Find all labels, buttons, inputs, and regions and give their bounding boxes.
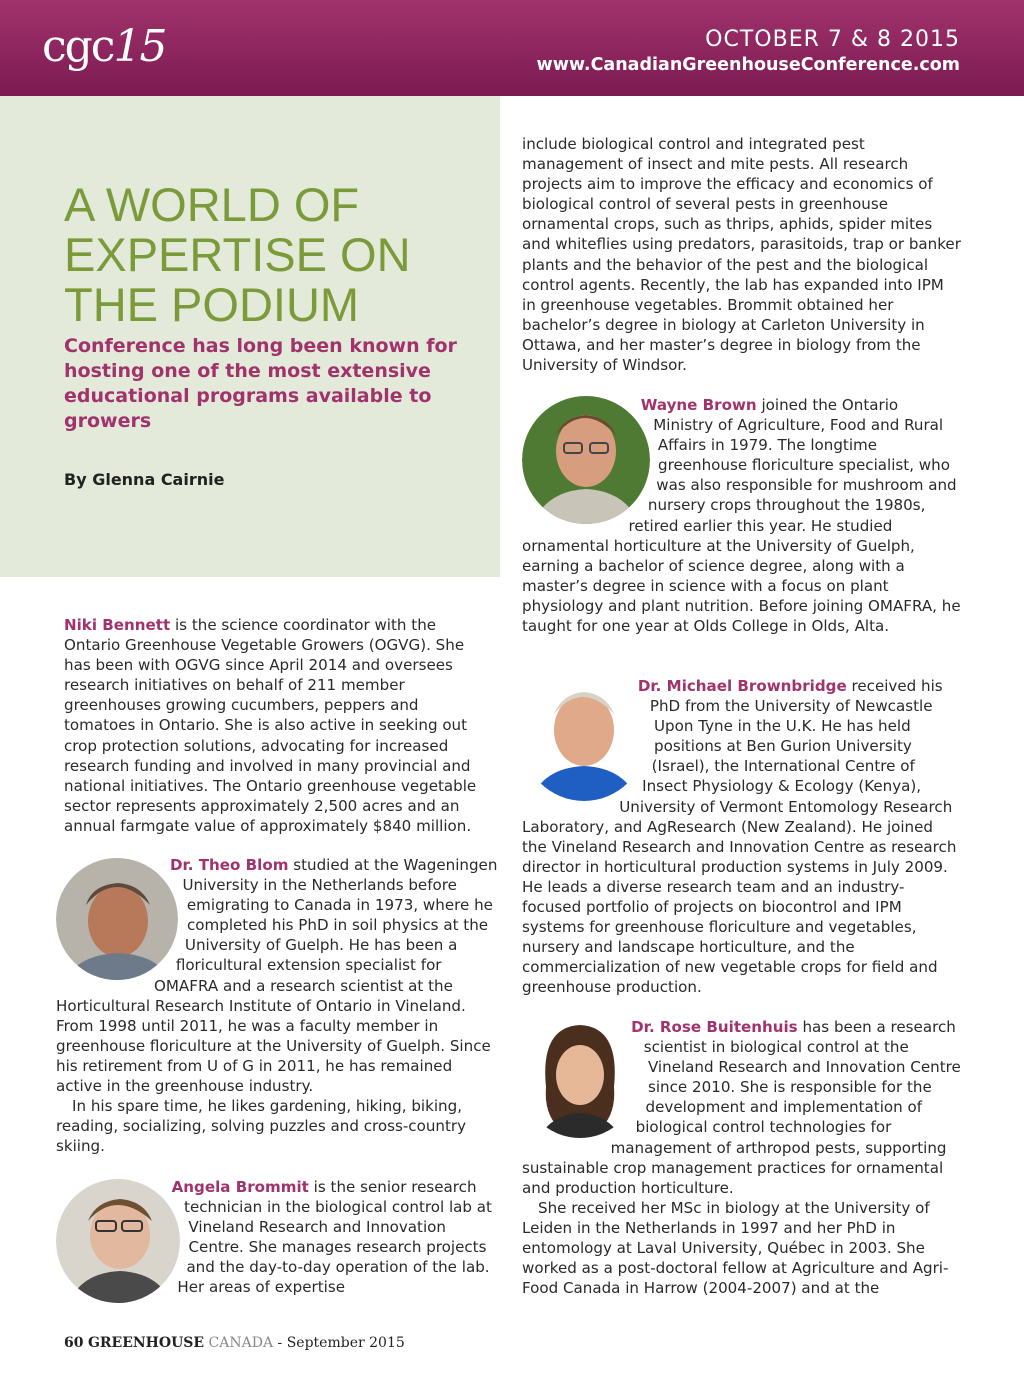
speaker-name: Dr. Michael Brownbridge (637, 677, 847, 695)
bio-angela-brommit-continued (522, 134, 962, 375)
speaker-name: Dr. Rose Buitenhuis (631, 1018, 798, 1036)
speaker-photo-rose-buitenhuis (522, 1017, 638, 1143)
bio-angela-brommit (56, 1177, 498, 1305)
article-subtitle: Conference has long been known for hosting one of the most extensive educational programs available to growers (64, 335, 457, 432)
speaker-photo-wayne-brown (522, 395, 650, 525)
bio-text: has been a research scientist in biological control at the Vineland Research and Innovation Centre since 2010. She is responsible for the development and implementation of biological control technologies for management of arthropod pests, supporting sustainable crop management practices for ornamental and production horticulture. (522, 1018, 961, 1197)
speaker-name: Niki Bennett (64, 616, 171, 634)
speaker-name: Angela Brommit (171, 1178, 309, 1196)
article-title: A WORLD OF EXPERTISE ON THE PODIUM (64, 178, 411, 331)
article-byline: By Glenna Cairnie (64, 470, 225, 489)
bio-text: studied at the Wageningen University in the Netherlands before emigrating to Canada in 1973, where he completed his PhD in soil physics at the University of Guelph. He has been a floricultural extension specialist for OMAFRA and a research scientist at the Horticultural Research Institute of Ontario in Vineland. From 1998 until 2011, he was a faculty member in greenhouse floriculture at the University of Guelph. Since his retirement from U of G in 2011, he has remained active in the greenhouse industry. (56, 856, 498, 1096)
bio-text: joined the Ontario Ministry of Agriculture, Food and Rural Affairs in 1979. The longtime greenhouse floriculture specialist, who was also responsible for mushroom and nursery crops throughout the 1980s, retired earlier this year. He studied ornamental horticulture at the University of Guelph, earning a bachelor of science degree, along with a master’s degree in science with a focus on plant physiology and plant nutrition. Before joining OMAFRA, he taught for one year at Olds College in Olds, Alta. (522, 396, 961, 636)
cgc15-logo: cgc15 (42, 21, 166, 72)
bio-rose-buitenhuis (522, 1017, 962, 1298)
speaker-photo-michael-brownbridge (522, 676, 646, 802)
bio-michael-brownbridge (522, 676, 962, 998)
issue-date: - September 2015 (277, 1335, 405, 1351)
speaker-photo-angela-brommit (56, 1177, 180, 1305)
bio-text: is the science coordinator with the Ontario Greenhouse Vegetable Growers (OGVG). She has been with OGVG since April 2014 and oversees research initiatives on behalf of 211 member greenhouses growing cucumbers, peppers and tomatoes in Ontario. She is also active in seeking out crop protection solutions, advocating for increased research funding and involved in many provincial and national initiatives. The Ontario greenhouse vegetable sector represents approximately 2,500 acres and an annual farmgate value of approximately $840 million. (64, 616, 477, 835)
page-footer (64, 1335, 405, 1351)
conference-date: OCTOBER 7 & 8 2015 (705, 27, 960, 52)
bio-wayne-brown (522, 395, 962, 636)
bio-text-2: In his spare time, he likes gardening, hiking, biking, reading, socializing, solving puzzles and cross-country skiing. (56, 1097, 467, 1156)
bio-text: received his PhD from the University of Newcastle Upon Tyne in the U.K. He has held positions at Ben Gurion University (Israel), the International Centre of Insect Physiology & Ecology (Kenya), University of Vermont Entomology Research Laboratory, and AgResearch (New Zealand). He joined the Vineland Research and Innovation Centre as research director in horticultural production systems in July 2009. He leads a diverse research team and an industry-focused portfolio of projects on biocontrol and IPM systems for greenhouse floriculture and vegetables, nursery and landscape horticulture, and the commercialization of new vegetable crops for field and greenhouse production. (522, 677, 957, 997)
conference-header-banner (0, 0, 1024, 96)
bio-text-2: She received her MSc in biology at the University of Leiden in the Netherlands in 1997 and her PhD in entomology at Laval University, Québec in 2003. She worked as a post-doctoral fellow at Agriculture and Agri-Food Canada in Harrow (2004-2007) and at the (522, 1198, 949, 1298)
bio-niki-bennett (64, 615, 494, 836)
page-number: 60 (64, 1335, 84, 1351)
bio-theo-blom (56, 855, 498, 1156)
conference-url: www.CanadianGreenhouseConference.com (536, 55, 960, 75)
bio-text: is the senior research technician in the biological control lab at Vineland Research and Innovation Centre. She manages research projects and the day-to-day operation of the lab. Her areas of expertise (177, 1178, 492, 1297)
speaker-name: Dr. Theo Blom (169, 856, 289, 874)
speaker-photo-theo-blom (56, 855, 178, 983)
title-panel (0, 96, 500, 577)
magazine-name-suffix: CANADA (208, 1335, 274, 1351)
bio-text-continued: include biological control and integrated pest management of insect and mite pests. All research projects aim to improve the efficacy and economics of biological control of several pests in greenhouse ornamental crops, such as thrips, aphids, spider mites and whiteflies using predators, parasitoids, trap or banker plants and the behavior of the pest and the biological control agents. Recently, the lab has expanded into IPM in greenhouse vegetables. Brommit obtained her bachelor’s degree in biology at Carleton University in Ottawa, and her master’s degree in biology from the University of Windsor. (522, 135, 961, 375)
speaker-name: Wayne Brown (640, 396, 757, 414)
magazine-name: GREENHOUSE (87, 1335, 205, 1351)
